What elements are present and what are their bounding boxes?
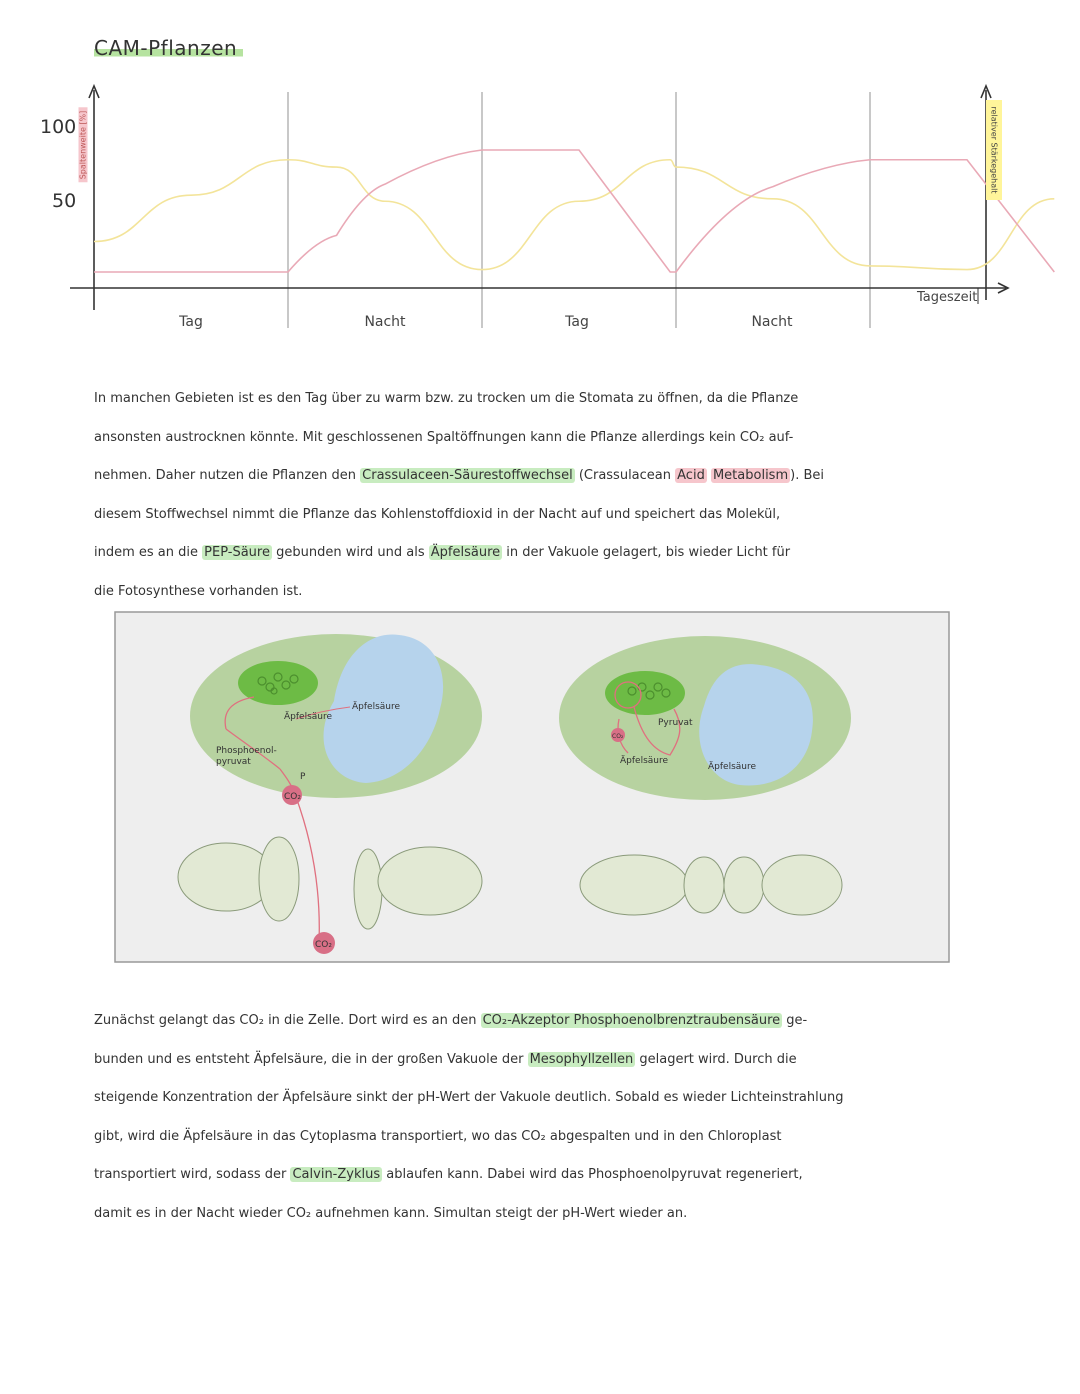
label-apfelsaeure: Äpfelsäure [620,756,669,766]
series-line-2 [94,150,1054,272]
y-tick-100: 100 [40,116,77,138]
highlight-term: CO₂-Akzeptor Phosphoenolbrenztraubensäure [482,1013,781,1028]
guard-cell [724,857,764,913]
text-segment: nehmen. Daher nutzen die Pflanzen den [94,468,361,484]
label-phosphate: P [300,772,306,782]
text-segment: ). Bei [790,468,824,484]
highlight-term: Acid [677,468,705,484]
page-title: CAM-Pflanzen [94,36,243,60]
text-line [94,1002,974,1041]
intro-paragraph [94,380,974,612]
x-category-4: Nacht [751,314,793,330]
chart-series [94,150,1054,272]
y-tick-50: 50 [52,190,77,212]
cell-day [559,636,851,915]
x-axis-label: Tageszeit [917,290,978,305]
text-line [94,1041,974,1080]
guard-cell [354,849,382,929]
text-line [94,1118,974,1157]
y-axis-left-label-text: Spaltenweite [%] [79,108,88,183]
text-segment: ablaufen kann. Dabei wird das Phosphoenolpyruvat regeneriert, [382,1167,803,1183]
text-segment: gelagert wird. Durch die [635,1051,797,1067]
text-segment: (Crassulacean [574,468,676,484]
text-segment: bunden und es entsteht Äpfelsäure, die in der großen Vakuole der [94,1051,528,1067]
text-segment: damit es in der Nacht wieder CO₂ aufnehmen kann. Simultan steigt der pH-Wert wieder an. [94,1205,688,1221]
text-segment: gibt, wird die Äpfelsäure in das Cytoplasma transportiert, wo das CO₂ abgespalten und in den Chloroplast [94,1128,782,1144]
text-segment: steigende Konzentration der Äpfelsäure sinkt der pH-Wert der Vakuole deutlich. Sobald es wieder Lichteinstrahlung [94,1090,844,1106]
text-segment: indem es an die [94,545,203,561]
cam-cell-diagram [114,611,950,963]
series-line-1 [94,160,1054,270]
text-line [94,419,974,458]
guard-cell [378,847,482,915]
text-segment: ansonsten austrocknen könnte. Mit geschlossenen Spaltöffnungen kann die Pflanze allerdings kein CO₂ auf- [94,429,794,445]
text-segment: gebunden wird und als [271,545,429,561]
highlight-term: PEP-Säure [204,545,270,561]
text-line [94,534,974,573]
text-segment: in der Vakuole gelagert, bis wieder Licht für [502,545,791,561]
highlight-term: Calvin-Zyklus [292,1167,381,1183]
text-line [94,457,974,496]
guard-cell [684,857,724,913]
text-segment: diesem Stoffwechsel nimmt die Pflanze das Kohlenstoffdioxid in der Nacht auf und speichert das Molekül, [94,506,781,522]
label-co2: CO₂ [612,733,624,740]
text-line [94,573,974,612]
chloroplast [605,671,685,715]
highlight-term: Äpfelsäure [430,545,501,561]
cam-chart [0,0,1080,340]
x-category-2: Nacht [364,314,406,330]
y-axis-left-label [70,100,96,190]
text-line [94,1079,974,1118]
label-vacuole-apfel: Äpfelsäure [352,702,401,712]
x-category-3: Tag [565,314,589,330]
guard-cell [762,855,842,915]
text-line [94,1156,974,1195]
y-axis-right-label-text: relativer Stärkegehalt [989,106,999,194]
label-pep-1: Phosphoenol- [216,746,277,756]
text-line [94,1195,974,1234]
highlight-term: Mesophyllzellen [529,1051,634,1067]
label-co2-outer: CO₂ [315,940,332,950]
text-segment: ge- [782,1013,808,1028]
highlight-term: Crassulaceen-Säurestoffwechsel [362,468,573,484]
label-pyruvat: Pyruvat [658,718,693,728]
text-line [94,380,974,419]
text-segment: transportiert wird, sodass der [94,1167,291,1183]
text-line [94,496,974,535]
period-dividers [288,92,870,328]
guard-cell [580,855,688,915]
label-apfelsaeure: Äpfelsäure [284,712,333,722]
y-axis-right-label [986,100,1002,200]
text-segment: die Fotosynthese vorhanden ist. [94,583,303,599]
label-pep-2: pyruvat [216,757,251,767]
x-category-1: Tag [179,314,203,330]
text-segment: Zunächst gelangt das CO₂ in die Zelle. Dort wird es an den [94,1013,481,1028]
guard-cell [259,837,299,921]
highlight-term: Metabolism [712,468,789,484]
label-co2-inner: CO₂ [284,792,301,802]
process-paragraph [94,1002,974,1234]
label-vacuole-apfel: Äpfelsäure [708,762,757,772]
text-segment: In manchen Gebieten ist es den Tag über zu warm bzw. zu trocken um die Stomata zu öffnen, da die Pflanze [94,391,799,406]
